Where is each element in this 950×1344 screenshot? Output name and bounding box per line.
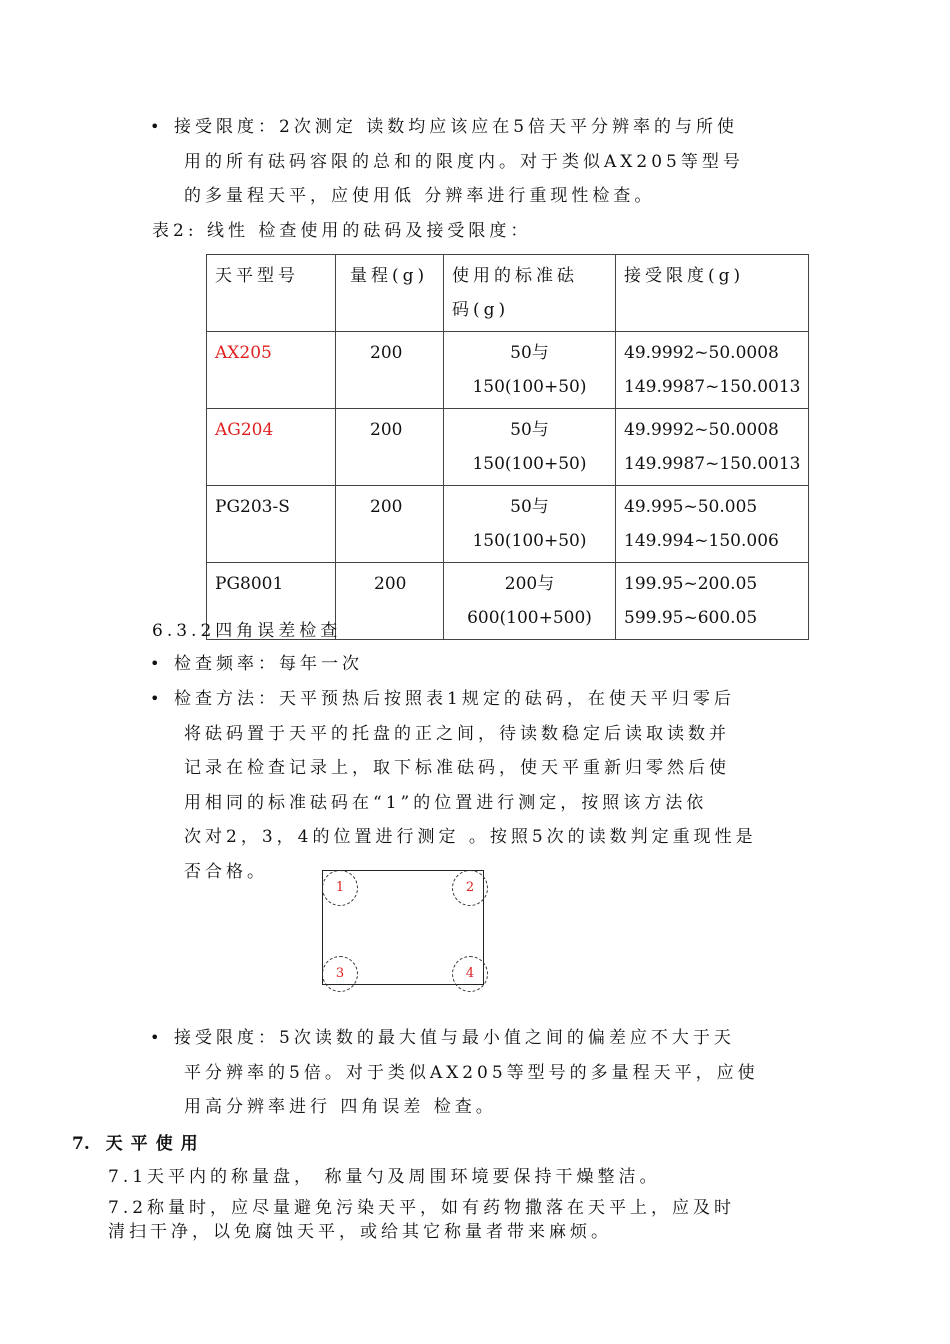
header-weights-line1: 使用的标准砝 bbox=[452, 266, 578, 286]
text-line: 用高分辨率进行 四角误差 检查。 bbox=[184, 1097, 497, 1117]
weights-line2: 150(100+50) bbox=[472, 454, 587, 474]
header-range: 量程(g) bbox=[336, 255, 444, 332]
weights-line1: 50与 bbox=[510, 497, 549, 517]
cell-limit bbox=[616, 486, 809, 563]
bullet-icon: • bbox=[150, 1028, 160, 1047]
cell-limit bbox=[616, 332, 809, 409]
header-weights bbox=[444, 255, 616, 332]
cell-weights bbox=[444, 409, 616, 486]
text-line: 清扫干净，以免腐蚀天平，或给其它称量者带来麻烦。 bbox=[108, 1222, 612, 1242]
header-weights-line2: 码(g) bbox=[452, 300, 510, 320]
cell-range: 200 bbox=[336, 486, 444, 563]
section-7-heading bbox=[72, 1127, 206, 1161]
cell-weights bbox=[444, 563, 616, 640]
table-row bbox=[207, 409, 809, 486]
text-line: 接受限度：2次测定 读数均应该应在5倍天平分辨率的与所使 bbox=[174, 117, 739, 137]
position-4-marker: 4 bbox=[452, 956, 488, 992]
cell-weights bbox=[444, 486, 616, 563]
text-line: 用的所有砝码容限的总和的限度内。对于类似AX205等型号 bbox=[184, 151, 744, 172]
limit-line2: 149.9987~150.0013 bbox=[624, 377, 801, 397]
text-line: 平分辨率的5倍。对于类似AX205等型号的多量程天平，应使 bbox=[184, 1062, 759, 1083]
cell-limit bbox=[616, 563, 809, 640]
text-line: 记录在检查记录上，取下标准砝码，使天平重新归零然后使 bbox=[184, 758, 730, 778]
table-caption: 表2: 线性 检查使用的砝码及接受限度： bbox=[152, 221, 532, 241]
bullet-icon: • bbox=[150, 654, 160, 673]
weights-line1: 50与 bbox=[510, 343, 549, 363]
bullet-icon: • bbox=[150, 689, 160, 708]
weights-line2: 150(100+50) bbox=[472, 377, 587, 397]
limit-line1: 49.9992~50.0008 bbox=[624, 343, 779, 363]
weights-line1: 200与 bbox=[504, 574, 555, 594]
text-line: 7.2称量时，应尽量避免污染天平，如有药物撒落在天平上，应及时 bbox=[108, 1198, 736, 1218]
section-title: 天平使用 bbox=[105, 1134, 206, 1154]
corner-limit-bullet bbox=[150, 1021, 810, 1125]
bullet-icon: • bbox=[150, 117, 160, 136]
weights-line2: 150(100+50) bbox=[472, 531, 587, 551]
acceptance-limit-bullet bbox=[150, 110, 810, 214]
text-line: 次对2，3，4的位置进行测定 。按照5次的读数判定重现性是 bbox=[184, 827, 757, 847]
text-line: 的多量程天平，应使用低 分辨率进行重现性检查。 bbox=[184, 186, 656, 206]
header-limit: 接受限度(g) bbox=[616, 255, 809, 332]
cell-limit bbox=[616, 409, 809, 486]
frequency-bullet bbox=[150, 647, 810, 682]
limit-line2: 599.95~600.05 bbox=[624, 608, 758, 628]
paragraph-7-2 bbox=[108, 1196, 735, 1244]
table-row bbox=[207, 332, 809, 409]
limit-line2: 149.9987~150.0013 bbox=[624, 454, 801, 474]
table-row bbox=[207, 486, 809, 563]
cell-weights bbox=[444, 332, 616, 409]
weights-line1: 50与 bbox=[510, 420, 549, 440]
section-heading-632: 6.3.2四角误差检查 bbox=[152, 621, 342, 641]
cell-range: 200 bbox=[336, 409, 444, 486]
text-line: 检查方法：天平预热后按照表1规定的砝码，在使天平归零后 bbox=[174, 689, 735, 709]
position-1-marker: 1 bbox=[322, 870, 358, 906]
cell-model: AG204 bbox=[207, 409, 336, 486]
limit-line1: 199.95~200.05 bbox=[624, 574, 758, 594]
header-model: 天平型号 bbox=[207, 255, 336, 332]
position-2-marker: 2 bbox=[452, 870, 488, 906]
table-header-row bbox=[207, 255, 809, 332]
position-3-marker: 3 bbox=[322, 956, 358, 992]
cell-model: PG8001 bbox=[207, 563, 336, 640]
limit-line1: 49.9992~50.0008 bbox=[624, 420, 779, 440]
method-bullet bbox=[150, 682, 810, 889]
cell-range: 200 bbox=[336, 332, 444, 409]
paragraph-7-1: 7.1天平内的称量盘， 称量勺及周围环境要保持干燥整洁。 bbox=[108, 1167, 661, 1187]
text-line: 否合格。 bbox=[184, 861, 268, 882]
weights-table bbox=[206, 254, 809, 640]
limit-line2: 149.994~150.006 bbox=[624, 531, 779, 551]
limit-line1: 49.995~50.005 bbox=[624, 497, 758, 517]
section-number: 7. bbox=[72, 1134, 90, 1154]
text-line: 用相同的标准砝码在“1”的位置进行测定，按照该方法依 bbox=[184, 792, 708, 813]
text-line: 接受限度：5次读数的最大值与最小值之间的偏差应不大于天 bbox=[174, 1028, 735, 1048]
cell-model: PG203-S bbox=[207, 486, 336, 563]
text-line: 将砝码置于天平的托盘的正之间，待读数稳定后读取读数并 bbox=[184, 723, 730, 744]
cell-model: AX205 bbox=[207, 332, 336, 409]
weights-line2: 600(100+500) bbox=[467, 608, 592, 628]
cell-range: 200 bbox=[336, 563, 444, 640]
text-line: 检查频率：每年一次 bbox=[174, 654, 363, 674]
